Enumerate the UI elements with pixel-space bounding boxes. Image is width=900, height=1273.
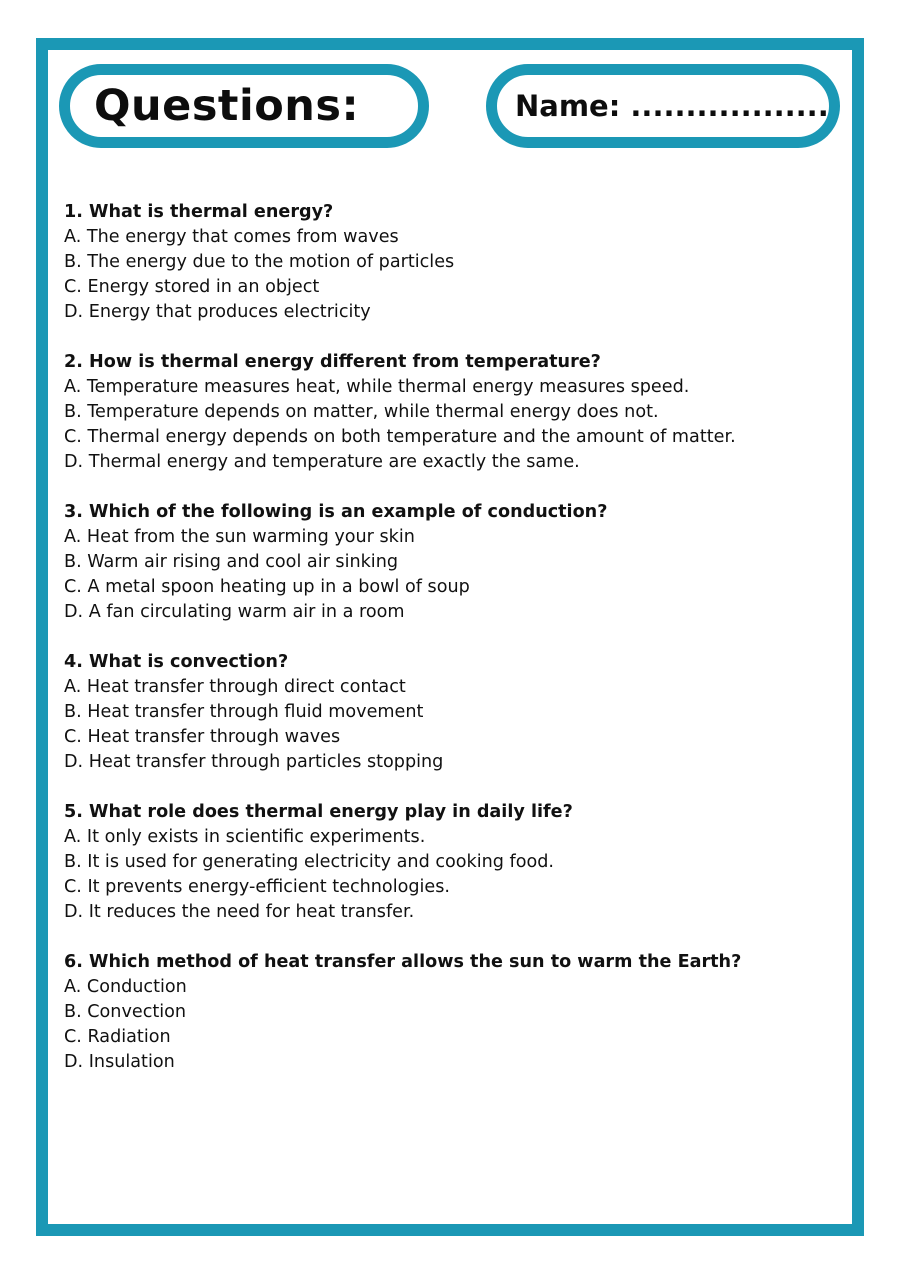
answer-option-d: D. It reduces the need for heat transfer. <box>64 902 415 922</box>
answer-option-c: C. Energy stored in an object <box>64 277 320 297</box>
question-text: 5. What role does thermal energy play in daily life? <box>64 802 573 822</box>
question-4 <box>64 650 844 775</box>
answer-option-a: A. Heat transfer through direct contact <box>64 677 406 697</box>
name-field-label: Name: .................. <box>515 89 829 123</box>
answer-option-a: A. Temperature measures heat, while thermal energy measures speed. <box>64 377 690 397</box>
title-banner <box>59 64 429 148</box>
answer-option-a: A. The energy that comes from waves <box>64 227 399 247</box>
question-list <box>64 200 844 1100</box>
answer-option-d: D. Heat transfer through particles stopping <box>64 752 444 772</box>
answer-option-d: D. Insulation <box>64 1052 175 1072</box>
question-text: 1. What is thermal energy? <box>64 202 334 222</box>
answer-option-b: B. The energy due to the motion of particles <box>64 252 455 272</box>
answer-option-b: B. Temperature depends on matter, while thermal energy does not. <box>64 402 659 422</box>
question-text: 2. How is thermal energy different from temperature? <box>64 352 601 372</box>
page-title: Questions: <box>94 81 360 131</box>
answer-option-b: B. Warm air rising and cool air sinking <box>64 552 399 572</box>
question-text: 3. Which of the following is an example of conduction? <box>64 502 608 522</box>
answer-option-d: D. Energy that produces electricity <box>64 302 371 322</box>
answer-option-c: C. Thermal energy depends on both temperature and the amount of matter. <box>64 427 736 447</box>
question-text: 6. Which method of heat transfer allows the sun to warm the Earth? <box>64 952 742 972</box>
answer-option-c: C. Radiation <box>64 1027 171 1047</box>
question-2 <box>64 350 844 475</box>
question-1 <box>64 200 844 325</box>
question-3 <box>64 500 844 625</box>
answer-option-c: C. A metal spoon heating up in a bowl of soup <box>64 577 470 597</box>
answer-option-c: C. It prevents energy-efficient technologies. <box>64 877 450 897</box>
name-banner <box>486 64 840 148</box>
answer-option-d: D. A fan circulating warm air in a room <box>64 602 405 622</box>
answer-option-c: C. Heat transfer through waves <box>64 727 341 747</box>
answer-option-a: A. Heat from the sun warming your skin <box>64 527 415 547</box>
question-text: 4. What is convection? <box>64 652 289 672</box>
answer-option-b: B. Heat transfer through fluid movement <box>64 702 424 722</box>
answer-option-a: A. It only exists in scientific experiments. <box>64 827 426 847</box>
answer-option-b: B. It is used for generating electricity and cooking food. <box>64 852 555 872</box>
answer-option-d: D. Thermal energy and temperature are exactly the same. <box>64 452 580 472</box>
question-5 <box>64 800 844 925</box>
answer-option-b: B. Convection <box>64 1002 187 1022</box>
answer-option-a: A. Conduction <box>64 977 187 997</box>
question-6 <box>64 950 844 1075</box>
